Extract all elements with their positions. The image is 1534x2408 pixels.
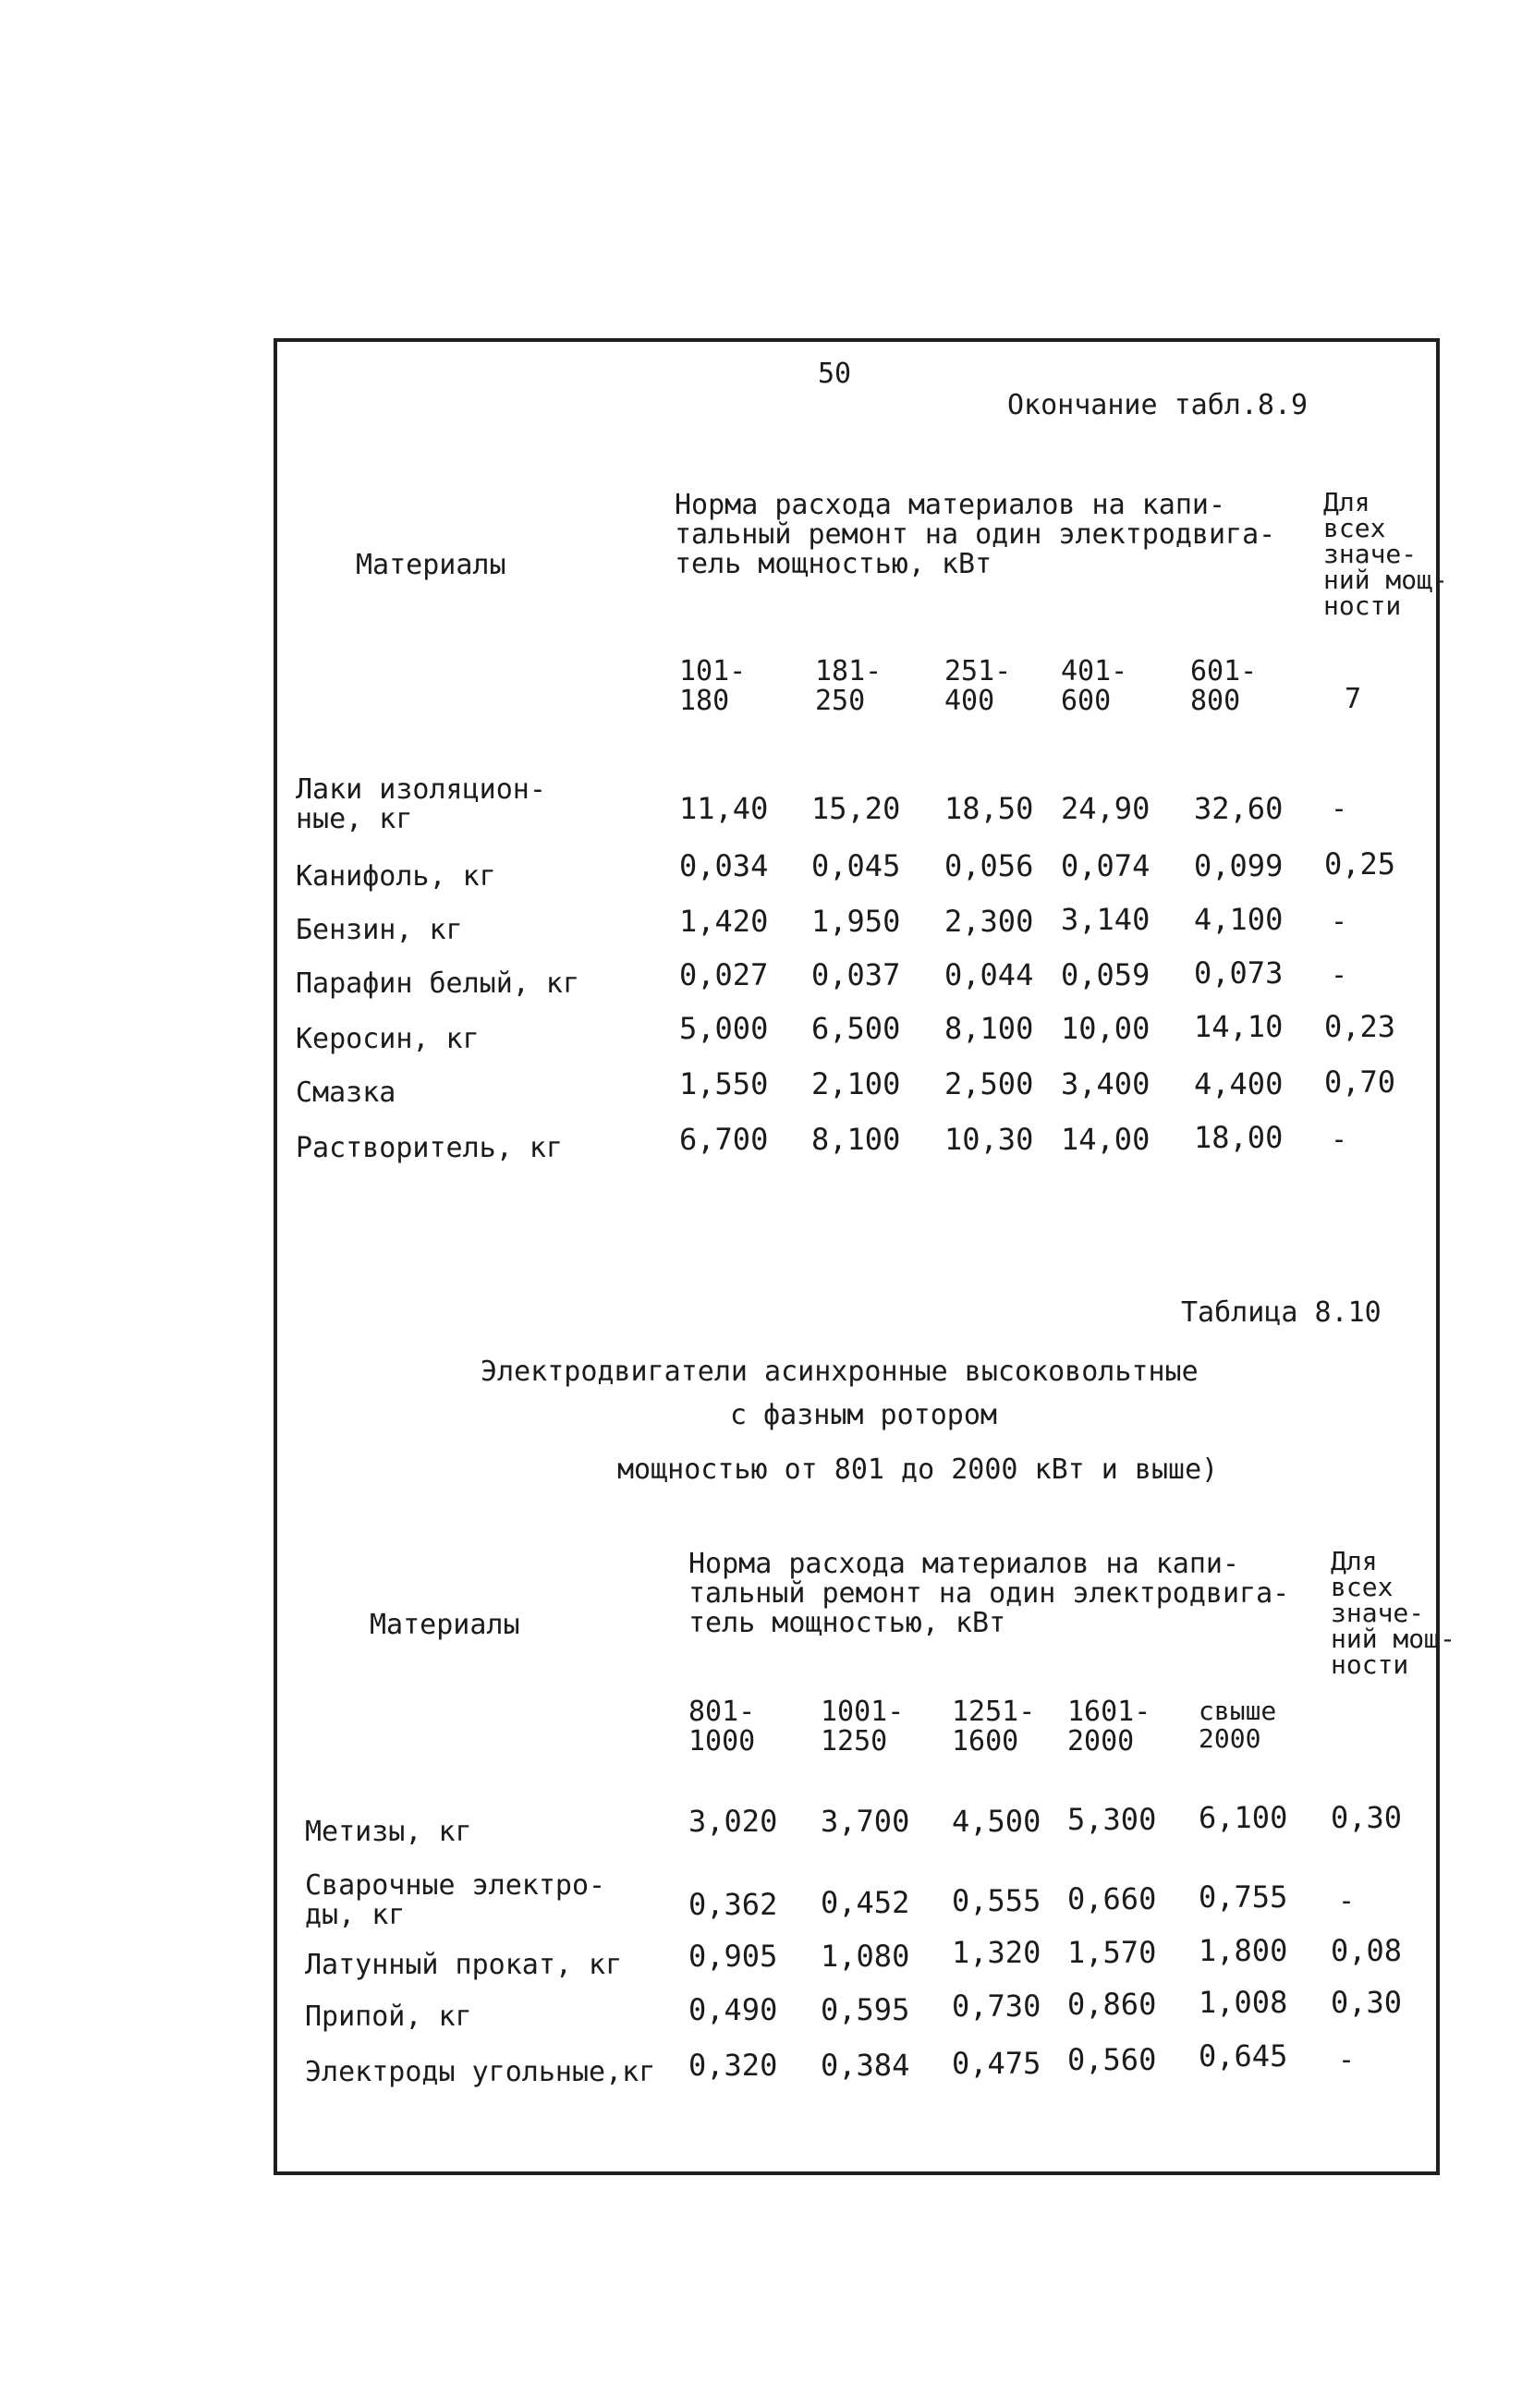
value-cell: 0,320 (688, 2048, 778, 2083)
table2-title: мощностью от 801 до 2000 кВт и выше) (617, 1453, 1219, 1486)
value-cell: 1,320 (952, 1935, 1041, 1970)
power-range-label: 1600 (952, 1725, 1019, 1757)
header-line: ний мощ- (1323, 565, 1448, 595)
header-line: значе- (1323, 539, 1418, 569)
all-value-cell: 0,25 (1324, 846, 1396, 882)
value-cell: 2,500 (944, 1066, 1034, 1101)
material-name: ды, кг (305, 1899, 406, 1931)
value-cell: 10,00 (1061, 1011, 1150, 1046)
value-cell: 14,00 (1061, 1122, 1150, 1157)
value-cell: 18,50 (944, 791, 1034, 826)
all-value-cell: - (1331, 959, 1348, 991)
power-range-label: 1000 (688, 1725, 756, 1757)
value-cell: 6,700 (679, 1122, 769, 1157)
value-cell: 0,056 (944, 848, 1034, 883)
all-value-cell: - (1338, 1885, 1356, 1917)
material-name: Бензин, кг (296, 914, 463, 946)
value-cell: 0,384 (821, 2048, 910, 2083)
header-line: Для (1331, 1546, 1378, 1576)
value-cell: 32,60 (1194, 791, 1284, 826)
material-name: Припой, кг (305, 2001, 472, 2033)
table1-continuation-caption: Окончание табл.8.9 (1007, 389, 1309, 421)
value-cell: 0,660 (1067, 1881, 1157, 1916)
value-cell: 4,100 (1194, 902, 1284, 937)
material-name: Смазка (296, 1076, 396, 1109)
value-cell: 1,008 (1199, 1985, 1288, 2020)
value-cell: 0,452 (821, 1885, 910, 1920)
power-range-label: 180 (679, 685, 730, 717)
value-cell: 1,570 (1067, 1935, 1157, 1970)
value-cell: 2,100 (811, 1066, 901, 1101)
header-line: всех (1331, 1572, 1394, 1602)
value-cell: 3,400 (1061, 1066, 1150, 1101)
all-value-cell: 0,23 (1324, 1009, 1396, 1044)
value-cell: 0,730 (952, 1988, 1041, 2024)
power-range-label: 1251- (952, 1696, 1036, 1728)
header-line: Для (1323, 487, 1370, 517)
power-range-label: 801- (688, 1696, 756, 1728)
power-range-label: 1001- (821, 1696, 905, 1728)
header-line: ности (1323, 590, 1402, 621)
value-cell: 18,00 (1194, 1120, 1284, 1155)
power-range-label: 401- (1061, 655, 1128, 687)
value-cell: 10,30 (944, 1122, 1034, 1157)
value-cell: 14,10 (1194, 1009, 1284, 1044)
power-range-label: 181- (815, 655, 883, 687)
value-cell: 0,073 (1194, 955, 1284, 991)
value-cell: 1,800 (1199, 1933, 1288, 1968)
power-range-label: 800 (1190, 685, 1241, 717)
value-cell: 0,045 (811, 848, 901, 883)
value-cell: 0,074 (1061, 848, 1150, 883)
value-cell: 0,755 (1199, 1879, 1288, 1915)
power-range-label: свыше (1199, 1696, 1277, 1726)
header-line: ний мощ- (1331, 1624, 1455, 1654)
value-cell: 11,40 (679, 791, 769, 826)
value-cell: 0,595 (821, 1992, 910, 2027)
value-cell: 1,080 (821, 1939, 910, 1974)
value-cell: 24,90 (1061, 791, 1150, 826)
value-cell: 5,000 (679, 1011, 769, 1046)
header-line: тель мощностью, кВт (675, 548, 992, 580)
all-value-cell: 0,30 (1331, 1800, 1403, 1835)
value-cell: 6,500 (811, 1011, 901, 1046)
power-range-label: 250 (815, 685, 866, 717)
value-cell: 1,420 (679, 904, 769, 939)
value-cell: 0,034 (679, 848, 769, 883)
all-value-cell: - (1331, 793, 1348, 825)
table2-caption: Таблица 8.10 (1181, 1296, 1382, 1329)
header-line: тальный ремонт на один электродвига- (688, 1577, 1290, 1610)
value-cell: 0,037 (811, 957, 901, 992)
material-name: Метизы, кг (305, 1816, 472, 1848)
value-cell: 0,362 (688, 1887, 778, 1922)
value-cell: 0,905 (688, 1939, 778, 1974)
material-name: Парафин белый, кг (296, 967, 580, 1000)
power-range-label: 600 (1061, 685, 1112, 717)
power-range-label: 251- (944, 655, 1012, 687)
value-cell: 0,645 (1199, 2038, 1288, 2074)
material-name: ные, кг (296, 803, 413, 835)
value-cell: 0,490 (688, 1992, 778, 2027)
power-range-label: 2000 (1199, 1723, 1261, 1754)
value-cell: 0,475 (952, 2046, 1041, 2081)
value-cell: 0,860 (1067, 1987, 1157, 2022)
value-cell: 0,555 (952, 1883, 1041, 1918)
power-range-label: 1601- (1067, 1696, 1151, 1728)
all-column-index: 7 (1345, 683, 1362, 715)
material-name: Электроды угольные,кг (305, 2056, 656, 2088)
power-range-label: 601- (1190, 655, 1258, 687)
value-cell: 3,140 (1061, 902, 1150, 937)
all-value-cell: 0,08 (1331, 1933, 1403, 1968)
material-name: Латунный прокат, кг (305, 1949, 623, 1981)
value-cell: 4,400 (1194, 1066, 1284, 1101)
material-name: Керосин, кг (296, 1023, 480, 1055)
value-cell: 0,560 (1067, 2042, 1157, 2077)
header-line: Норма расхода материалов на капи- (675, 489, 1226, 521)
power-range-label: 1250 (821, 1725, 888, 1757)
header-line: ности (1331, 1649, 1409, 1680)
all-value-cell: - (1338, 2044, 1356, 2076)
header-line: всех (1323, 513, 1386, 543)
value-cell: 4,500 (952, 1804, 1041, 1839)
power-range-label: 2000 (1067, 1725, 1135, 1757)
value-cell: 6,100 (1199, 1800, 1288, 1835)
value-cell: 8,100 (811, 1122, 901, 1157)
power-range-label: 400 (944, 685, 995, 717)
header-line: Норма расхода материалов на капи- (688, 1548, 1240, 1580)
table2-materials-header: Материалы (370, 1609, 520, 1641)
value-cell: 3,700 (821, 1804, 910, 1839)
all-value-cell: 0,30 (1331, 1985, 1403, 2020)
value-cell: 8,100 (944, 1011, 1034, 1046)
value-cell: 3,020 (688, 1804, 778, 1839)
material-name: Растворитель, кг (296, 1132, 563, 1164)
power-range-label: 101- (679, 655, 747, 687)
value-cell: 0,059 (1061, 957, 1150, 992)
table2-title: с фазным ротором (730, 1399, 997, 1431)
table1-materials-header: Материалы (356, 549, 506, 581)
material-name: Канифоль, кг (296, 860, 496, 893)
material-name: Лаки изоляцион- (296, 773, 546, 806)
value-cell: 2,300 (944, 904, 1034, 939)
all-value-cell: - (1331, 906, 1348, 938)
header-line: тальный ремонт на один электродвига- (675, 518, 1276, 551)
value-cell: 1,950 (811, 904, 901, 939)
all-value-cell: 0,70 (1324, 1064, 1396, 1100)
header-line: тель мощностью, кВт (688, 1607, 1006, 1639)
value-cell: 0,099 (1194, 848, 1284, 883)
header-line: значе- (1331, 1598, 1425, 1628)
value-cell: 0,044 (944, 957, 1034, 992)
value-cell: 15,20 (811, 791, 901, 826)
table2-title: Электродвигатели асинхронные высоковольтные (481, 1356, 1199, 1388)
value-cell: 1,550 (679, 1066, 769, 1101)
page-number: 50 (818, 358, 852, 390)
value-cell: 0,027 (679, 957, 769, 992)
material-name: Сварочные электро- (305, 1869, 606, 1902)
all-value-cell: - (1331, 1124, 1348, 1156)
value-cell: 5,300 (1067, 1802, 1157, 1837)
